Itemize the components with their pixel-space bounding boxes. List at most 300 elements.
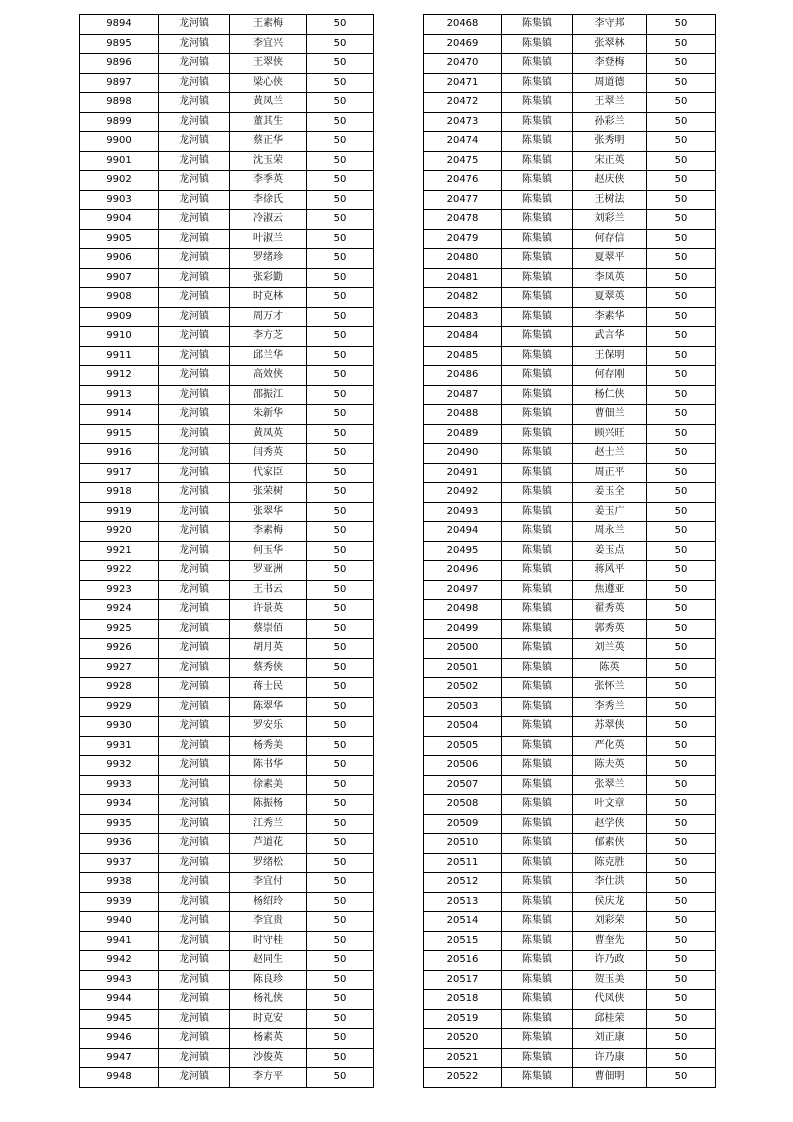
cell-name: 朱新华	[230, 405, 307, 425]
cell-town: 龙河镇	[159, 522, 230, 542]
cell-number: 9927	[80, 658, 159, 678]
cell-amount: 50	[647, 561, 716, 581]
cell-town: 龙河镇	[159, 853, 230, 873]
cell-name: 周万才	[230, 307, 307, 327]
cell-name: 姜玉广	[573, 502, 647, 522]
cell-number: 9931	[80, 736, 159, 756]
table-row	[80, 112, 374, 132]
table-row	[424, 483, 716, 503]
cell-amount: 50	[307, 795, 374, 815]
cell-number: 20500	[424, 639, 502, 659]
cell-number: 20521	[424, 1048, 502, 1068]
cell-town: 龙河镇	[159, 93, 230, 113]
cell-amount: 50	[307, 171, 374, 191]
table-row	[80, 697, 374, 717]
cell-town: 陈集镇	[502, 229, 573, 249]
cell-number: 9934	[80, 795, 159, 815]
table-row	[424, 541, 716, 561]
table-row	[424, 639, 716, 659]
cell-name: 曹奎先	[573, 931, 647, 951]
cell-amount: 50	[307, 483, 374, 503]
cell-town: 龙河镇	[159, 580, 230, 600]
cell-town: 陈集镇	[502, 717, 573, 737]
cell-amount: 50	[647, 951, 716, 971]
cell-amount: 50	[647, 54, 716, 74]
cell-name: 罗绪松	[230, 853, 307, 873]
cell-name: 刘彩荣	[573, 912, 647, 932]
cell-number: 9940	[80, 912, 159, 932]
cell-amount: 50	[307, 990, 374, 1010]
table-row	[424, 658, 716, 678]
table-row	[80, 912, 374, 932]
table-row	[424, 717, 716, 737]
cell-amount: 50	[647, 268, 716, 288]
table-row	[80, 619, 374, 639]
table-row	[80, 522, 374, 542]
cell-town: 龙河镇	[159, 912, 230, 932]
cell-name: 陈翠华	[230, 697, 307, 717]
table-row	[80, 756, 374, 776]
table-row	[424, 385, 716, 405]
cell-amount: 50	[647, 1068, 716, 1088]
cell-number: 9897	[80, 73, 159, 93]
table-row	[80, 366, 374, 386]
cell-number: 20469	[424, 34, 502, 54]
cell-name: 时守桂	[230, 931, 307, 951]
cell-amount: 50	[307, 366, 374, 386]
cell-name: 许景英	[230, 600, 307, 620]
cell-amount: 50	[307, 249, 374, 269]
cell-amount: 50	[647, 600, 716, 620]
cell-number: 20519	[424, 1009, 502, 1029]
cell-town: 陈集镇	[502, 658, 573, 678]
cell-number: 9918	[80, 483, 159, 503]
cell-name: 苏翠侠	[573, 717, 647, 737]
table-row	[424, 756, 716, 776]
cell-name: 刘正康	[573, 1029, 647, 1049]
cell-name: 许乃康	[573, 1048, 647, 1068]
cell-town: 陈集镇	[502, 463, 573, 483]
cell-amount: 50	[307, 600, 374, 620]
cell-town: 陈集镇	[502, 600, 573, 620]
cell-amount: 50	[307, 697, 374, 717]
cell-number: 20505	[424, 736, 502, 756]
cell-number: 9910	[80, 327, 159, 347]
cell-amount: 50	[647, 171, 716, 191]
table-row	[80, 775, 374, 795]
cell-name: 江秀兰	[230, 814, 307, 834]
table-row	[80, 1048, 374, 1068]
table-row	[80, 210, 374, 230]
cell-amount: 50	[307, 639, 374, 659]
cell-town: 陈集镇	[502, 795, 573, 815]
table-row	[80, 990, 374, 1010]
cell-number: 9945	[80, 1009, 159, 1029]
table-row	[80, 171, 374, 191]
cell-name: 何玉华	[230, 541, 307, 561]
table-row	[424, 112, 716, 132]
cell-number: 20491	[424, 463, 502, 483]
cell-name: 冷淑云	[230, 210, 307, 230]
cell-number: 9921	[80, 541, 159, 561]
table-row	[424, 873, 716, 893]
cell-town: 龙河镇	[159, 892, 230, 912]
table-row	[424, 1009, 716, 1029]
cell-town: 龙河镇	[159, 190, 230, 210]
cell-number: 9936	[80, 834, 159, 854]
cell-amount: 50	[307, 288, 374, 308]
table-row	[424, 405, 716, 425]
cell-town: 龙河镇	[159, 561, 230, 581]
cell-name: 李登梅	[573, 54, 647, 74]
cell-name: 陈克胜	[573, 853, 647, 873]
cell-amount: 50	[307, 229, 374, 249]
cell-name: 李素华	[573, 307, 647, 327]
cell-number: 9929	[80, 697, 159, 717]
cell-town: 陈集镇	[502, 112, 573, 132]
cell-name: 姜玉点	[573, 541, 647, 561]
cell-name: 王树法	[573, 190, 647, 210]
table-row	[80, 249, 374, 269]
cell-amount: 50	[307, 717, 374, 737]
cell-town: 陈集镇	[502, 1048, 573, 1068]
cell-amount: 50	[647, 190, 716, 210]
cell-amount: 50	[307, 853, 374, 873]
cell-number: 9894	[80, 15, 159, 35]
table-row	[424, 619, 716, 639]
cell-name: 蒋风平	[573, 561, 647, 581]
cell-amount: 50	[647, 522, 716, 542]
cell-name: 陈良珍	[230, 970, 307, 990]
table-row	[80, 15, 374, 35]
cell-number: 20485	[424, 346, 502, 366]
cell-amount: 50	[647, 756, 716, 776]
cell-name: 张翠华	[230, 502, 307, 522]
cell-number: 9914	[80, 405, 159, 425]
cell-name: 夏翠英	[573, 288, 647, 308]
cell-amount: 50	[647, 892, 716, 912]
cell-town: 陈集镇	[502, 678, 573, 698]
cell-town: 陈集镇	[502, 307, 573, 327]
cell-number: 9937	[80, 853, 159, 873]
cell-town: 陈集镇	[502, 522, 573, 542]
cell-name: 蔡崇佰	[230, 619, 307, 639]
cell-number: 9904	[80, 210, 159, 230]
cell-name: 李宜兴	[230, 34, 307, 54]
cell-number: 20510	[424, 834, 502, 854]
cell-name: 徐素美	[230, 775, 307, 795]
table-row	[80, 346, 374, 366]
cell-name: 蔡秀侠	[230, 658, 307, 678]
table-row	[424, 912, 716, 932]
roster-body-right	[424, 15, 716, 1088]
cell-amount: 50	[647, 853, 716, 873]
table-row	[80, 873, 374, 893]
cell-name: 赵学侠	[573, 814, 647, 834]
table-row	[424, 151, 716, 171]
cell-number: 20470	[424, 54, 502, 74]
cell-name: 代家臣	[230, 463, 307, 483]
cell-number: 20471	[424, 73, 502, 93]
cell-amount: 50	[307, 463, 374, 483]
table-row	[80, 1029, 374, 1049]
cell-name: 曹佃兰	[573, 405, 647, 425]
cell-number: 9906	[80, 249, 159, 269]
cell-name: 夏翠平	[573, 249, 647, 269]
table-row	[80, 892, 374, 912]
table-row	[424, 697, 716, 717]
table-row	[80, 190, 374, 210]
cell-name: 姜玉全	[573, 483, 647, 503]
cell-name: 许乃政	[573, 951, 647, 971]
cell-town: 龙河镇	[159, 54, 230, 74]
cell-amount: 50	[647, 873, 716, 893]
cell-number: 9933	[80, 775, 159, 795]
cell-name: 张秀明	[573, 132, 647, 152]
cell-amount: 50	[647, 1048, 716, 1068]
cell-number: 9905	[80, 229, 159, 249]
cell-town: 陈集镇	[502, 814, 573, 834]
cell-name: 郭秀英	[573, 619, 647, 639]
table-row	[80, 834, 374, 854]
cell-name: 焦遵亚	[573, 580, 647, 600]
table-row	[424, 73, 716, 93]
cell-number: 20515	[424, 931, 502, 951]
cell-name: 陈英	[573, 658, 647, 678]
cell-town: 陈集镇	[502, 385, 573, 405]
table-row	[424, 210, 716, 230]
cell-number: 20516	[424, 951, 502, 971]
cell-number: 9948	[80, 1068, 159, 1088]
cell-town: 龙河镇	[159, 327, 230, 347]
table-row	[424, 463, 716, 483]
cell-name: 叶文章	[573, 795, 647, 815]
cell-amount: 50	[307, 54, 374, 74]
cell-amount: 50	[307, 151, 374, 171]
cell-amount: 50	[647, 229, 716, 249]
cell-amount: 50	[307, 268, 374, 288]
cell-number: 9909	[80, 307, 159, 327]
table-row	[424, 892, 716, 912]
table-row	[80, 288, 374, 308]
cell-amount: 50	[647, 775, 716, 795]
cell-name: 李方平	[230, 1068, 307, 1088]
cell-town: 陈集镇	[502, 873, 573, 893]
cell-amount: 50	[307, 1029, 374, 1049]
cell-amount: 50	[647, 541, 716, 561]
table-row	[80, 385, 374, 405]
cell-name: 杨礼侠	[230, 990, 307, 1010]
cell-amount: 50	[307, 15, 374, 35]
cell-name: 周永兰	[573, 522, 647, 542]
cell-town: 龙河镇	[159, 951, 230, 971]
cell-amount: 50	[647, 249, 716, 269]
cell-town: 龙河镇	[159, 444, 230, 464]
cell-number: 20481	[424, 268, 502, 288]
cell-name: 梁心侠	[230, 73, 307, 93]
cell-name: 罗安乐	[230, 717, 307, 737]
cell-name: 顾兴旺	[573, 424, 647, 444]
cell-name: 曹佃明	[573, 1068, 647, 1088]
cell-number: 9942	[80, 951, 159, 971]
cell-amount: 50	[647, 736, 716, 756]
cell-town: 龙河镇	[159, 151, 230, 171]
cell-name: 张荣树	[230, 483, 307, 503]
cell-name: 张怀兰	[573, 678, 647, 698]
cell-number: 9938	[80, 873, 159, 893]
cell-number: 20480	[424, 249, 502, 269]
cell-name: 闫秀英	[230, 444, 307, 464]
table-row	[424, 561, 716, 581]
cell-amount: 50	[647, 912, 716, 932]
cell-amount: 50	[307, 34, 374, 54]
cell-name: 杨仁侠	[573, 385, 647, 405]
cell-amount: 50	[647, 346, 716, 366]
table-row	[424, 502, 716, 522]
table-row	[80, 970, 374, 990]
cell-amount: 50	[307, 756, 374, 776]
cell-town: 龙河镇	[159, 34, 230, 54]
cell-town: 龙河镇	[159, 970, 230, 990]
cell-town: 陈集镇	[502, 132, 573, 152]
table-row	[80, 1068, 374, 1088]
cell-amount: 50	[647, 151, 716, 171]
cell-town: 龙河镇	[159, 814, 230, 834]
cell-amount: 50	[307, 327, 374, 347]
table-row	[424, 327, 716, 347]
cell-name: 张彩勤	[230, 268, 307, 288]
table-row	[424, 132, 716, 152]
cell-number: 9902	[80, 171, 159, 191]
table-row	[424, 34, 716, 54]
cell-town: 龙河镇	[159, 502, 230, 522]
cell-number: 20493	[424, 502, 502, 522]
cell-number: 20468	[424, 15, 502, 35]
cell-town: 龙河镇	[159, 619, 230, 639]
cell-name: 李方芝	[230, 327, 307, 347]
cell-amount: 50	[647, 717, 716, 737]
cell-town: 龙河镇	[159, 366, 230, 386]
cell-town: 龙河镇	[159, 1048, 230, 1068]
table-row	[80, 931, 374, 951]
cell-name: 叶淑兰	[230, 229, 307, 249]
roster-table-left	[79, 14, 374, 1088]
cell-town: 龙河镇	[159, 1068, 230, 1088]
cell-amount: 50	[307, 892, 374, 912]
cell-number: 20514	[424, 912, 502, 932]
cell-number: 20494	[424, 522, 502, 542]
cell-name: 陈振杨	[230, 795, 307, 815]
table-row	[424, 15, 716, 35]
cell-name: 沈玉荣	[230, 151, 307, 171]
table-row	[424, 288, 716, 308]
cell-number: 20479	[424, 229, 502, 249]
table-row	[424, 1068, 716, 1088]
table-row	[80, 268, 374, 288]
cell-amount: 50	[647, 658, 716, 678]
cell-amount: 50	[647, 678, 716, 698]
cell-town: 龙河镇	[159, 405, 230, 425]
table-row	[424, 678, 716, 698]
table-row	[424, 736, 716, 756]
cell-amount: 50	[307, 424, 374, 444]
cell-name: 蔡正华	[230, 132, 307, 152]
cell-number: 9923	[80, 580, 159, 600]
cell-town: 陈集镇	[502, 912, 573, 932]
cell-number: 20490	[424, 444, 502, 464]
cell-number: 20477	[424, 190, 502, 210]
cell-town: 陈集镇	[502, 561, 573, 581]
cell-town: 龙河镇	[159, 990, 230, 1010]
cell-town: 陈集镇	[502, 210, 573, 230]
cell-name: 代凤侠	[573, 990, 647, 1010]
cell-amount: 50	[647, 132, 716, 152]
cell-town: 龙河镇	[159, 307, 230, 327]
cell-number: 20507	[424, 775, 502, 795]
cell-town: 龙河镇	[159, 424, 230, 444]
table-row	[424, 580, 716, 600]
table-row	[424, 600, 716, 620]
table-row	[80, 483, 374, 503]
cell-number: 9912	[80, 366, 159, 386]
cell-amount: 50	[647, 424, 716, 444]
cell-town: 陈集镇	[502, 736, 573, 756]
cell-number: 20506	[424, 756, 502, 776]
cell-name: 周道德	[573, 73, 647, 93]
cell-amount: 50	[647, 990, 716, 1010]
cell-amount: 50	[647, 619, 716, 639]
cell-amount: 50	[307, 346, 374, 366]
table-row	[80, 541, 374, 561]
cell-town: 陈集镇	[502, 34, 573, 54]
cell-number: 20512	[424, 873, 502, 893]
cell-number: 9944	[80, 990, 159, 1010]
cell-town: 陈集镇	[502, 580, 573, 600]
cell-number: 9903	[80, 190, 159, 210]
cell-amount: 50	[647, 73, 716, 93]
cell-number: 20487	[424, 385, 502, 405]
cell-name: 何存信	[573, 229, 647, 249]
cell-number: 20484	[424, 327, 502, 347]
table-row	[80, 54, 374, 74]
cell-number: 9928	[80, 678, 159, 698]
table-row	[424, 93, 716, 113]
cell-number: 9911	[80, 346, 159, 366]
cell-name: 杨绍玲	[230, 892, 307, 912]
cell-number: 9935	[80, 814, 159, 834]
cell-name: 李宜贵	[230, 912, 307, 932]
cell-town: 龙河镇	[159, 795, 230, 815]
cell-name: 赵同生	[230, 951, 307, 971]
cell-town: 陈集镇	[502, 54, 573, 74]
cell-name: 邵振江	[230, 385, 307, 405]
cell-amount: 50	[647, 814, 716, 834]
cell-amount: 50	[307, 736, 374, 756]
cell-name: 蒋士民	[230, 678, 307, 698]
cell-town: 陈集镇	[502, 951, 573, 971]
table-row	[80, 600, 374, 620]
cell-number: 20522	[424, 1068, 502, 1088]
cell-number: 9932	[80, 756, 159, 776]
cell-town: 龙河镇	[159, 873, 230, 893]
cell-amount: 50	[307, 1009, 374, 1029]
cell-town: 陈集镇	[502, 93, 573, 113]
cell-name: 刘兰英	[573, 639, 647, 659]
cell-amount: 50	[647, 210, 716, 230]
table-row	[80, 93, 374, 113]
cell-town: 陈集镇	[502, 756, 573, 776]
table-row	[424, 444, 716, 464]
